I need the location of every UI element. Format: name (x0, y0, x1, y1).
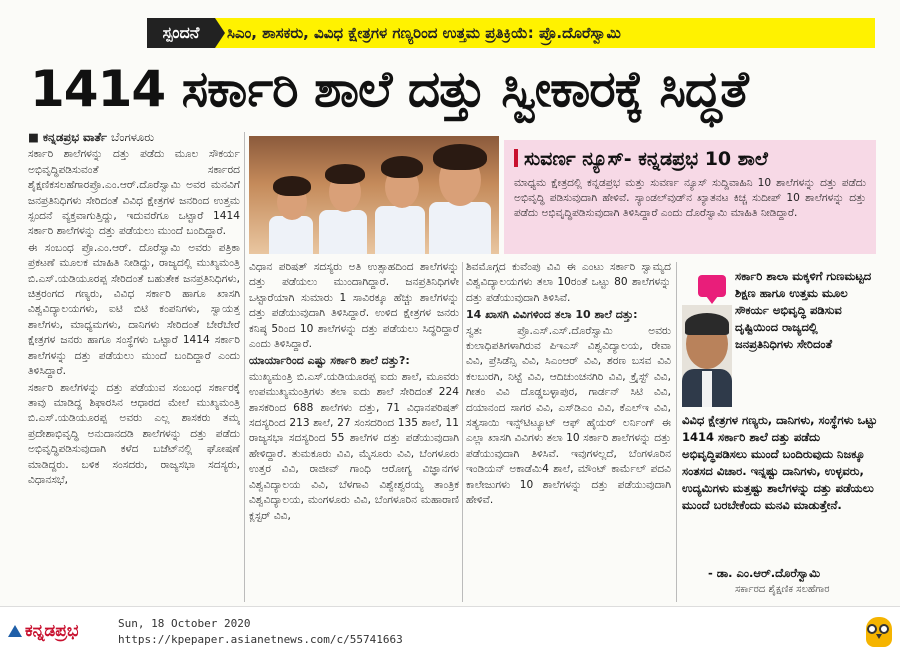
article-column-1 (28, 130, 240, 602)
quote-role: ಸರ್ಕಾರದ ಶೈಕ್ಷಣಿಕ ಸಲಹೆಗಾರ (735, 584, 830, 595)
owl-icon (866, 617, 892, 647)
edition-date: Sun, 18 October 2020 (118, 617, 251, 630)
byline-city: ಬೆಂಗಳೂರು (111, 130, 154, 144)
suvarna-news-box (504, 140, 876, 254)
box-title: ಸುವರ್ಣ ನ್ಯೂಸ್- ಕನ್ನಡಪ್ರಭ 10 ಶಾಲೆ (514, 148, 866, 170)
paragraph: ವಿಧಾನ ಪರಿಷತ್ ಸದಸ್ಯರು ಅತಿ ಉತ್ಸಾಹದಿಂದ ಶಾಲೆಗಳನ್ನು ದತ್ತು ಪಡೆಯಲು ಮುಂದಾಗಿದ್ದಾರೆ. ಜನಪ್ರತಿನಿಧಿಗಳೇ ಒಟ್ಟಾರೆಯಾಗಿ ಸುಮಾರು 1 ಸಾವಿರಕ್ಕೂ ಹೆಚ್ಚು ಶಾಲೆಗಳನ್ನು ದತ್ತು ಪಡೆಯುವುದಾಗಿ ತಿಳಿಸಿದ್ದಾರೆ. ಉಳಿದ ಕ್ಷೇತ್ರಗಳ ಜನರು ಕನಿಷ್ಠ 5ರಿಂದ 10 ಶಾಲೆಗಳನ್ನು ದತ್ತು ಪಡೆಯಲು ಸಿದ್ಧರಿದ್ದಾರೆ ಎಂದು ತಿಳಿಸಿದ್ದಾರೆ. (249, 261, 459, 351)
ribbon-text: ಸಿಎಂ, ಶಾಸಕರು, ವಿವಿಧ ಕ್ಷೇತ್ರಗಳ ಗಣ್ಯರಿಂದ ಉತ್ತಮ ಪ್ರತಿಕ್ರಿಯೆ: ಪ್ರೊ.ದೊರೆಸ್ವಾಮಿ (227, 24, 621, 42)
speech-bubble-icon (698, 275, 726, 297)
quote-text-rest: ವಿವಿಧ ಕ್ಷೇತ್ರಗಳ ಗಣ್ಯರು, ದಾನಿಗಳು, ಸಂಸ್ಥೆಗಳು ಒಟ್ಟು 1414 ಸರ್ಕಾರಿ ಶಾಲೆ ದತ್ತು ಪಡೆದು ಅಭಿವೃದ್ಧಿಪಡಿಸಲು ಮುಂದೆ ಬಂದಿರುವುದು ನಿಜಕ್ಕೂ ಸಂತಸದ ವಿಚಾರ. ಇನ್ನಷ್ಟು ದಾನಿಗಳು, ಉಳ್ಳವರು, ಉದ್ಯಮಿಗಳು ಮತ್ತಷ್ಟು ಶಾಲೆಗಳನ್ನು ದತ್ತು ಪಡೆಯಲು ಮುಂದೆ ಬರಬೇಕೆಂದು ಮನವಿ ಮಾಡುತ್ತೇನೆ. (682, 413, 878, 512)
headline: 1414 ಸರ್ಕಾರಿ ಶಾಲೆ ದತ್ತು ಸ್ವೀಕಾರಕ್ಕೆ ಸಿದ್ಧತೆ (30, 60, 748, 118)
footer (0, 606, 900, 652)
ribbon-tag: ಸ್ಪಂದನೆ (147, 18, 215, 48)
paragraph: ಮುಖ್ಯಮಂತ್ರಿ ಬಿ.ಎಸ್.ಯಡಿಯೂರಪ್ಪ ಐದು ಶಾಲೆ, ಮೂವರು ಉಪಮುಖ್ಯಮಂತ್ರಿಗಳು ತಲಾ ಐದು ಶಾಲೆ ಸೇರಿದಂತೆ 224 ಶಾಸಕರಿಂದ 688 ಶಾಲೆಗಳು ದತ್ತು, 71 ವಿಧಾನಪರಿಷತ್ ಸದಸ್ಯರಿಂದ 213 ಶಾಲೆ, 27 ಸಂಸದರಿಂದ 135 ಶಾಲೆ, 11 ರಾಜ್ಯಸಭಾ ಸದಸ್ಯರಿಂದ 55 ಶಾಲೆಗಳ ದತ್ತು ಪಡೆಯುವುದಾಗಿ ಹೇಳಿದ್ದಾರೆ. ತುಮಕೂರು ವಿವಿ, ಮೈಸೂರು ವಿವಿ, ಬೆಂಗಳೂರು ಉತ್ತರ ವಿವಿ, ರಾಜೀವ್ ಗಾಂಧಿ ಆರೋಗ್ಯ ವಿಜ್ಞಾನಗಳ ವಿಶ್ವವಿದ್ಯಾಲಯ ವಿವಿ, ಬೆಳಗಾವಿ ವಿಶ್ವೇಶ್ವರಯ್ಯ ತಾಂತ್ರಿಕ ವಿಶ್ವವಿದ್ಯಾಲಯ, ಮಂಗಳೂರು ವಿವಿ, ಬೆಂಗಳೂರಿನ ಮಹಾರಾಣಿ ಕ್ಲಸ್ಟರ್ ವಿವಿ, (249, 370, 459, 522)
column-divider (462, 262, 463, 602)
paragraph: ಸರ್ಕಾರಿ ಶಾಲೆಗಳನ್ನು ದತ್ತು ಪಡೆದು ಮೂಲ ಸೌಕರ್ಯ ಅಭಿವೃದ್ಧಿಪಡಿಸುವಂತೆ ಸರ್ಕಾರದ ಶೈಕ್ಷಣಿಕಸಲಹೆಗಾರಪ್ರೊ.ಎಂ.ಆರ್.ದೊರೆಸ್ವಾಮಿ ಅವರ ಮನವಿಗೆ ಜನಪ್ರತಿನಿಧಿಗಳು ಸೇರಿದಂತೆ ವಿವಿಧ ಕ್ಷೇತ್ರಗಳ ಜನರಿಂದ ಉತ್ತಮ ಸ್ಪಂದನೆ ವ್ಯಕ್ತವಾಗುತ್ತಿದ್ದು, ಇದುವರೆಗೂ ಒಟ್ಟಾರೆ 1414 ಸರ್ಕಾರಿ ಶಾಲೆಗಳನ್ನು ದತ್ತು ಪಡೆಯಲು ಮುಂದೆ ಬಂದಿದ್ದಾರೆ. (28, 148, 240, 238)
doreswamy-portrait (682, 305, 732, 407)
article-column-3 (466, 260, 671, 602)
kannada-prabha-logo-icon (8, 621, 78, 641)
paragraph: ಈ ಸಂಬಂಧ ಪ್ರೊ.ಎಂ.ಆರ್. ದೊರೆಸ್ವಾಮಿ ಅವರು ಪತ್ರಿಕಾ ಪ್ರಕಟಣೆ ಮೂಲಕ ಮಾಹಿತಿ ನೀಡಿದ್ದು, ರಾಜ್ಯದಲ್ಲಿ ಮುಖ್ಯಮಂತ್ರಿ ಬಿ.ಎಸ್.ಯಡಿಯೂರಪ್ಪ ಸೇರಿದಂತೆ ಬಹುತೇಕ ಜನಪ್ರತಿನಿಧಿಗಳು, ಚಿತ್ರರಂಗದ ಗಣ್ಯರು, ವಿವಿಧ ಸರ್ಕಾರಿ ಹಾಗೂ ಖಾಸಗಿ ವಿಶ್ವವಿದ್ಯಾಲಯಗಳು, ಐಟಿ ಬಿಟಿ ಕಂಪನಿಗಳು, ಸ್ವಾಯತ್ತ ಶಾಲೆಗಳು, ಮಾಧ್ಯಮಗಳು, ದಾನಿಗಳು ಸೇರಿದಂತೆ ಬೇರೆಬೇರೆ ಕ್ಷೇತ್ರಗಳ ಜನರು ಹಾಗೂ ಸಂಸ್ಥೆಗಳು ಒಟ್ಟಾರೆ 1414 ಸರ್ಕಾರಿ ಶಾಲೆಗಳನ್ನು ದತ್ತು ಪಡೆಯಲು ಮುಂದೆ ಬಂದಿದ್ದಾರೆ ಎಂದು ತಿಳಿಸಿದ್ದಾರೆ. (28, 241, 240, 378)
box-body: ಮಾಧ್ಯಮ ಕ್ಷೇತ್ರದಲ್ಲಿ ಕನ್ನಡಪ್ರಭ ಮತ್ತು ಸುವರ್ಣ ನ್ಯೂಸ್ ಸುದ್ದಿವಾಹಿನಿ 10 ಶಾಲೆಗಳನ್ನು ದತ್ತು ಪಡೆದು ಅಭಿವೃದ್ಧಿ ಪಡಿಸುವುದಾಗಿ ಹೇಳಿವೆ. ಸ್ಯಾಂಡಲ್‌ವುಡ್‌ನ ಖ್ಯಾತನಟ ಕಿಚ್ಚ ಸುದೀಪ್ 10 ಶಾಲೆಗಳನ್ನು ದತ್ತು ಪಡೆದು ಅಭಿವೃದ್ಧಿಪಡಿಸುವುದಾಗಿ ತಿಳಿಸಿದ್ದಾರೆ ಎಂದು ದೊರೆಸ್ವಾಮಿ ಮಾಹಿತಿ ನೀಡಿದ್ದಾರೆ. (514, 177, 866, 219)
quote-text-top: ಸರ್ಕಾರಿ ಶಾಲಾ ಮಕ್ಕಳಿಗೆ ಗುಣಮಟ್ಟದ ಶಿಕ್ಷಣ ಹಾಗೂ ಉತ್ತಮ ಮೂಲ ಸೌಕರ್ಯ ಅಭಿವೃದ್ಧಿ ಪಡಿಸುವ ದೃಷ್ಟಿಯಿಂದ ರಾಜ್ಯದಲ್ಲಿ ಜನಪ್ರತಿನಿಧಿಗಳು ಸೇರಿದಂತೆ (735, 269, 872, 351)
article-column-2 (249, 260, 459, 602)
paragraph: ಶಿವಮೊಗ್ಗದ ಕುವೆಂಪು ವಿವಿ ಈ ಎಂಟು ಸರ್ಕಾರಿ ಸ್ವಾಮ್ಯದ ವಿಶ್ವವಿದ್ಯಾಲಯಗಳು ತಲಾ 10ರಂತೆ ಒಟ್ಟು 80 ಶಾಲೆಗಳನ್ನು ದತ್ತು ಪಡೆಯುವುದಾಗಿ ತಿಳಿಸಿವೆ. (466, 261, 671, 304)
schoolgirls-photo (249, 136, 499, 254)
column-divider (244, 132, 245, 602)
logo-text: ಕನ್ನಡಪ್ರಭ (25, 621, 79, 641)
subheading: ಯಾರ್ಯಾರಿಂದ ಎಷ್ಟು ಸರ್ಕಾರಿ ಶಾಲೆ ದತ್ತು?: (249, 354, 410, 368)
paragraph: ಸರ್ಕಾರಿ ಶಾಲೆಗಳನ್ನು ದತ್ತು ಪಡೆಯುವ ಸಂಬಂಧ ಸರ್ಕಾರಕ್ಕೆ ತಾವು ಮಾಡಿದ್ದ ಶಿಫಾರಸಿನ ಆಧಾರದ ಮೇಲೆ ಮುಖ್ಯಮಂತ್ರಿ ಬಿ.ಎಸ್.ಯಡಿಯೂರಪ್ಪ ಅವರು ಎಲ್ಲ ಶಾಸಕರು ತಮ್ಮ ಪ್ರದೇಶಾಭಿವೃದ್ಧಿ ಅನುದಾನದಡಿ ಶಾಲೆಗಳನ್ನು ದತ್ತು ಪಡೆದು ಅಭಿವೃದ್ಧಿಪಡಿಸುವುದಾಗಿ ಕಳೆದ ಬಜೆಟ್‌ನಲ್ಲಿ ಘೋಷಣೆ ಮಾಡಿದ್ದರು. ಬಳಿಕ ಸಂಸದರು, ರಾಜ್ಯಸಭಾ ಸದಸ್ಯರು, ವಿಧಾನಸಭೆ, (28, 381, 240, 486)
edition-url[interactable]: https://kpepaper.asianetnews.com/c/55741663 (118, 633, 403, 646)
column-divider (676, 262, 677, 602)
top-ribbon (147, 18, 875, 48)
byline-source: ಕನ್ನಡಪ್ರಭ ವಾರ್ತೆ (42, 130, 108, 144)
quote-signature: - ಡಾ. ಎಂ.ಆರ್.ದೊರೆಸ್ವಾಮಿ (708, 566, 821, 580)
paragraph: ಸ್ವತಃ ಪ್ರೊ.ಎಸ್.ಎಸ್.ದೊರೆಸ್ವಾಮಿ ಅವರು ಕುಲಾಧಿಪತಿಗಳಾಗಿರುವ ಪಿಇಎಸ್ ವಿಶ್ವವಿದ್ಯಾಲಯ, ರೇವಾ ವಿವಿ, ಪ್ರೆಸಿಡೆನ್ಸಿ ವಿವಿ, ಸಿಎಂಆರ್ ವಿವಿ, ಶರಣ ಬಸವ ವಿವಿ ಕಲಬುರಗಿ, ನಿಟ್ಟೆ ವಿವಿ, ಆದಿಚುಂಚನಗಿರಿ ವಿವಿ, ಕ್ರೈಸ್ಟ್ ವಿವಿ, ಗೀತಂ ವಿವಿ ದೊಡ್ಡಬಳ್ಳಾಪುರ, ಗಾರ್ಡನ್ ಸಿಟಿ ವಿವಿ, ದಯಾನಂದ ಸಾಗರ ವಿವಿ, ಎಸ್‌ಡಿಎಂ ವಿವಿ, ಕೆಎಲ್‌ಇ ವಿವಿ, ಸತ್ಯಸಾಯಿ ಇನ್ಸ್‌ಟಿಟ್ಯೂಟ್ ಆಫ್ ಹೈಯರ್ ಲರ್ನಿಂಗ್ ಈ ಎಲ್ಲಾ ಖಾಸಗಿ ವಿವಿಗಳು ತಲಾ 10 ಸರ್ಕಾರಿ ಶಾಲೆಗಳನ್ನು ದತ್ತು ಪಡೆಯುವುದಾಗಿ ತಿಳಿಸಿವೆ. ಇವುಗಳಲ್ಲದೆ, ಬೆಂಗಳೂರಿನ ಇಂಡಿಯನ್ ಅಕಾಡೆಮಿ4 ಶಾಲೆ, ಮೌಂಟ್ ಕಾರ್ಮೆಲ್ ಪದವಿ ಕಾಲೇಜುಗಳು 10 ಶಾಲೆಗಳನ್ನು ದತ್ತು ಪಡೆಯುವುದಾಗಿ ಹೇಳಿವೆ. (466, 324, 671, 507)
byline: ■ ಕನ್ನಡಪ್ರಭ ವಾರ್ತೆ ಬೆಂಗಳೂರು (28, 130, 154, 144)
subheading: 14 ಖಾಸಗಿ ವಿವಿಗಳಿಂದ ತಲಾ 10 ಶಾಲೆ ದತ್ತು: (466, 308, 638, 322)
